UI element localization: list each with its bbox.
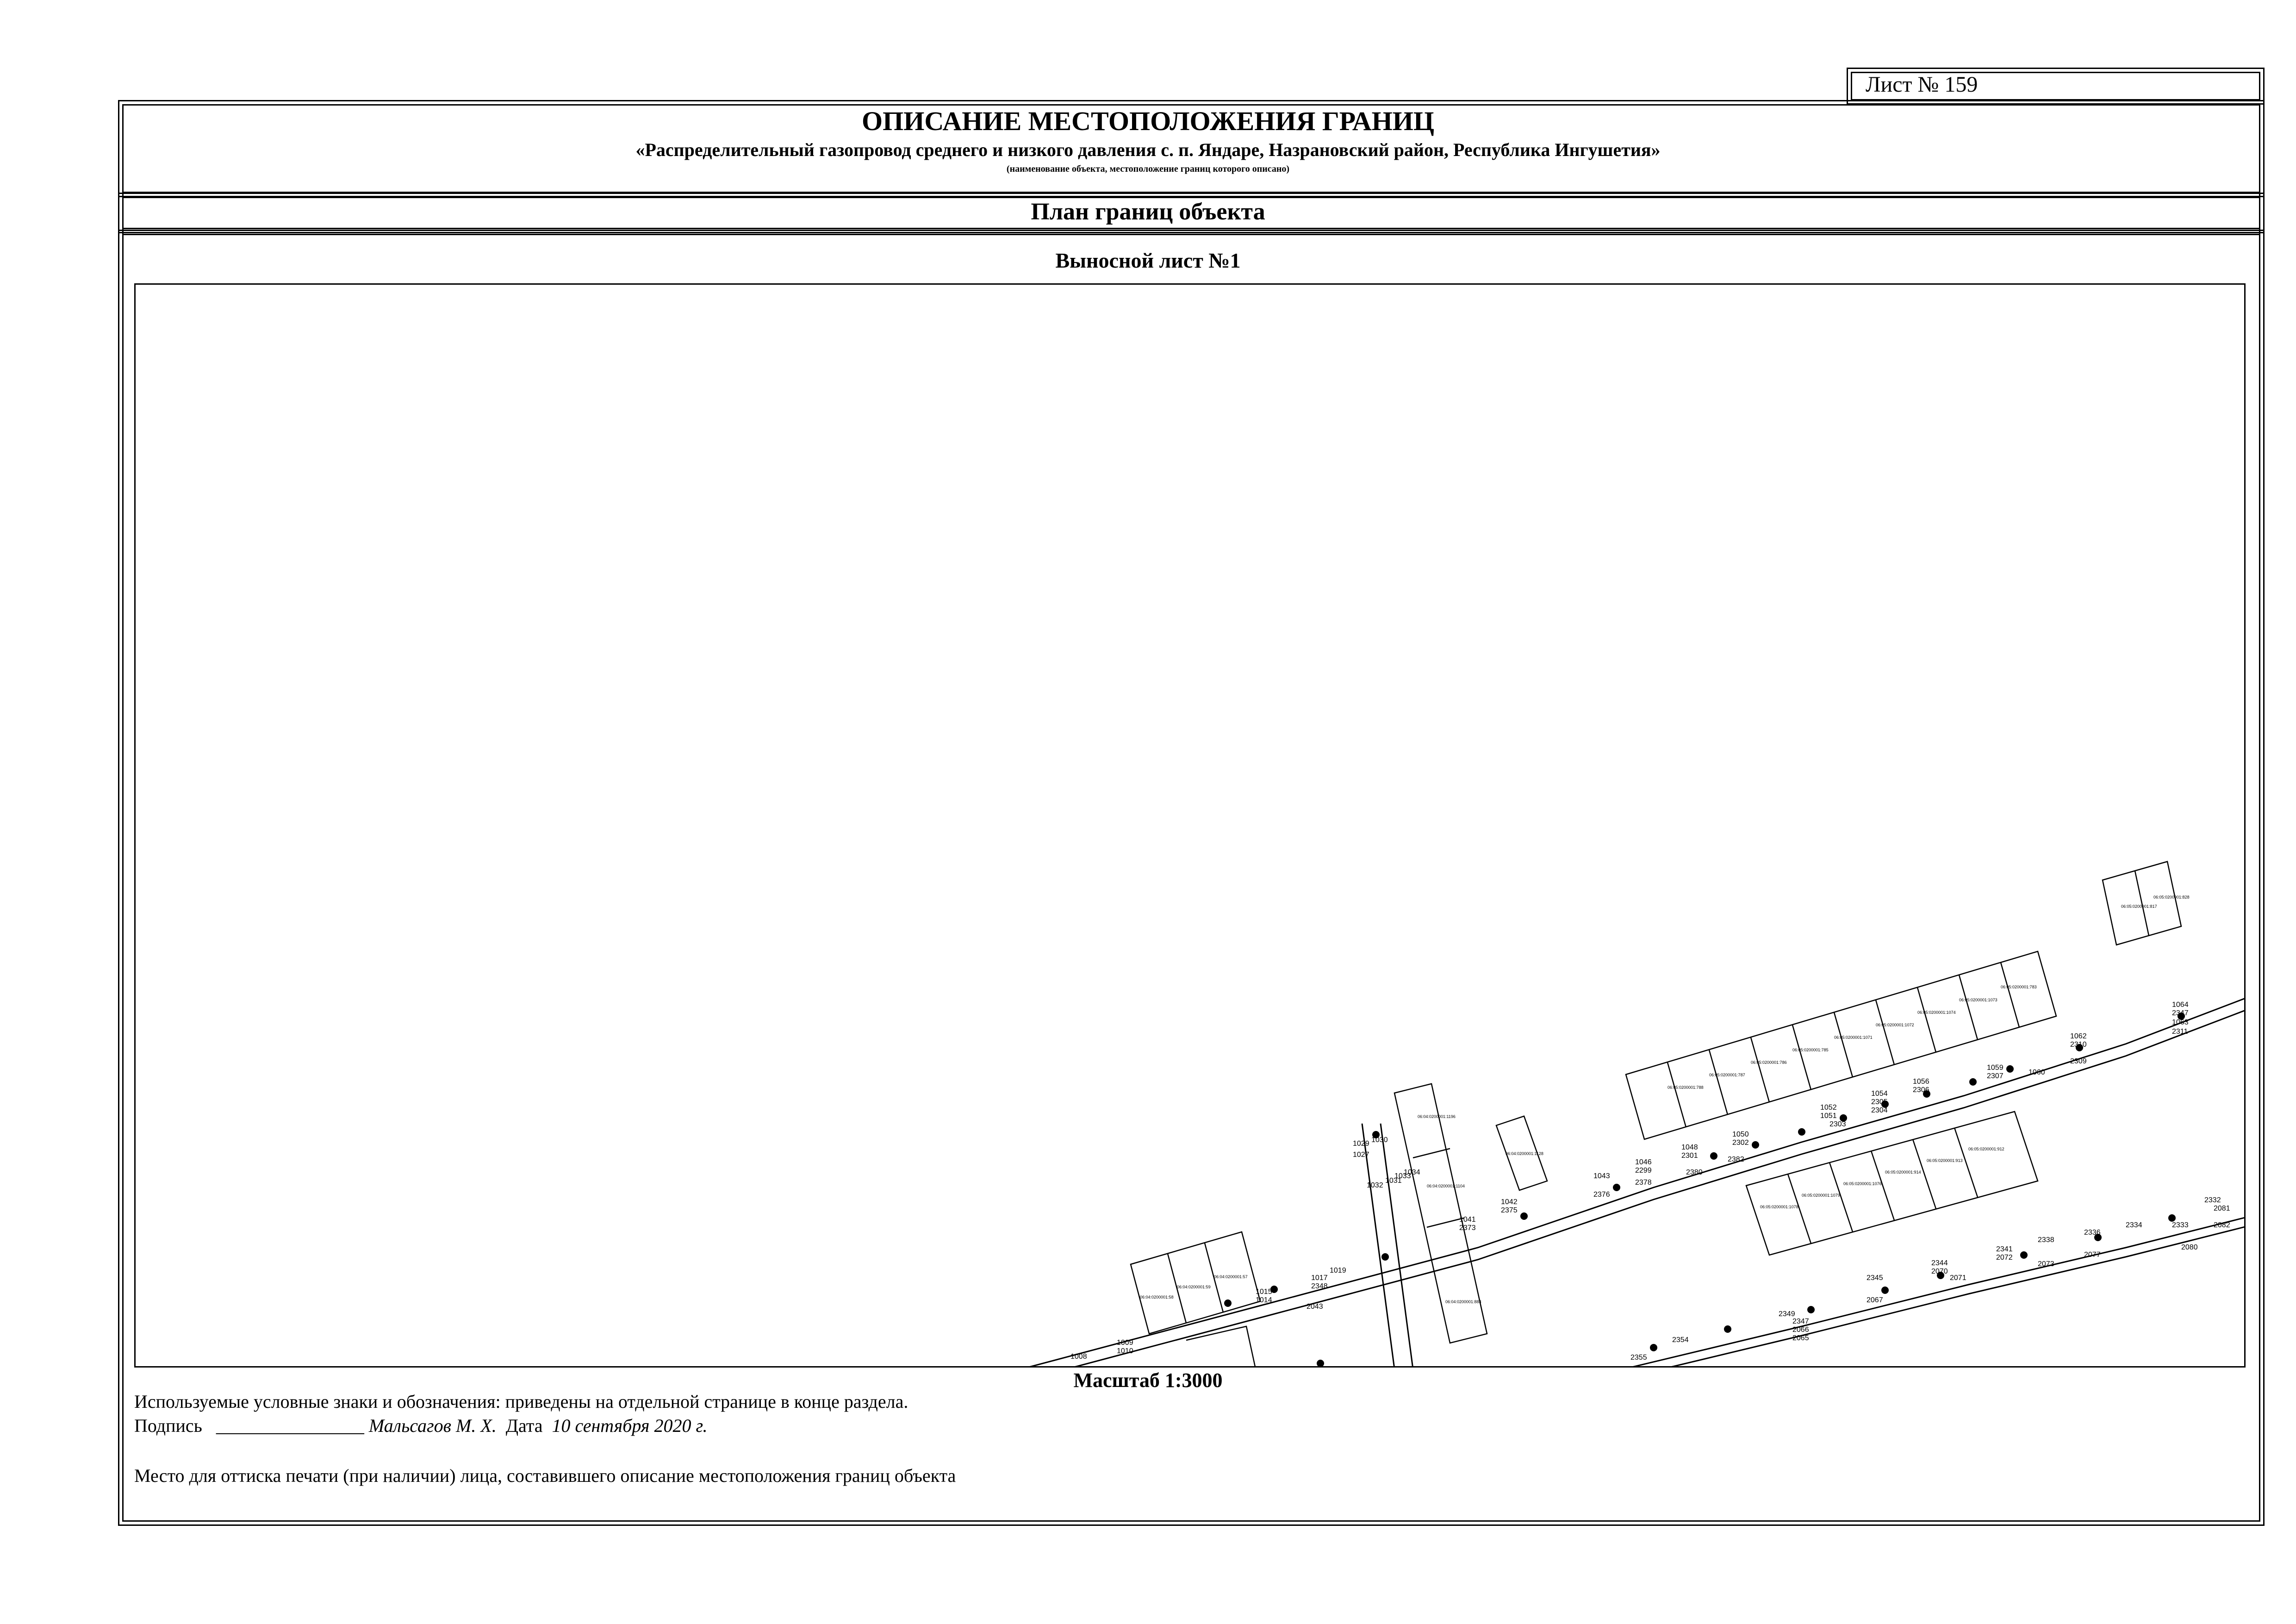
point-label: 1054 — [1871, 1090, 1888, 1098]
point-label: 2336 — [2084, 1229, 2101, 1237]
point-label: 2303 — [1829, 1120, 1846, 1128]
point-label: 1029 — [1353, 1140, 1369, 1148]
parcel-label: 06:04:0200001:57 — [1214, 1274, 1248, 1279]
legend-note: Используемые условные знаки и обозначения: приведены на отдельной странице в конце раздела. — [134, 1391, 908, 1412]
point-label: 2333 — [2172, 1221, 2189, 1229]
point-label: 2305 — [1871, 1098, 1888, 1106]
point-label: 2334 — [2126, 1221, 2142, 1229]
signature-label: Подпись — [134, 1415, 202, 1436]
road-crossing — [1362, 1124, 1413, 1368]
gas-pipeline-corridor2-north-edge — [1617, 1217, 2246, 1368]
gas-pipeline-corridor-south-edge — [1015, 1010, 2246, 1368]
point-label: 2341 — [1996, 1245, 2013, 1253]
point-label: 2070 — [1931, 1268, 1948, 1275]
parcel-road-side — [1394, 1084, 1487, 1343]
point-label: 1017 — [1311, 1274, 1328, 1282]
point-label: 2349 — [1779, 1310, 1795, 1318]
point-label: 2376 — [1593, 1191, 1610, 1199]
point-label: 1019 — [1330, 1267, 1346, 1274]
parcel-label: 06:05:0200001:787 — [1709, 1073, 1745, 1077]
point-label: 1027 — [1353, 1151, 1369, 1159]
point-label: 2348 — [1311, 1282, 1328, 1290]
cadastral-parcels — [1131, 862, 2181, 1368]
parcel-label: 06:05:0200001:785 — [1792, 1048, 1829, 1052]
parcel-label: 06:05:0200001:912 — [1968, 1147, 2004, 1151]
parcel-label: 06:04:0200001:1128 — [1506, 1151, 1543, 1156]
parcel-row-lower — [1746, 1112, 2038, 1255]
object-name: «Распределительный газопровод среднего и низкого давления с. п. Яндаре, Назрановский район, Республика Ингушетия» — [635, 139, 1661, 160]
point-label: 1051 — [1820, 1112, 1837, 1120]
point-label: 1064 — [2172, 1001, 2189, 1009]
point-label: 2373 — [1459, 1224, 1476, 1232]
parcel-label: 06:04:0200001:1196 — [1418, 1114, 1456, 1119]
point-label: 1041 — [1459, 1216, 1476, 1224]
sheet-number: Лист № 159 — [1866, 72, 1978, 97]
gas-pipeline-corridor-north-edge — [1015, 998, 2246, 1368]
parcel-label: 06:05:0200001:817 — [2121, 904, 2157, 909]
point-label: 2347 — [2172, 1009, 2189, 1017]
point-label: 1060 — [2028, 1068, 2045, 1076]
point-label: 1042 — [1501, 1198, 1518, 1206]
parcel-label: 06:04:0200001:59 — [1177, 1285, 1211, 1289]
point-label: 2304 — [1871, 1106, 1888, 1114]
boundary-map-drawing — [136, 285, 2246, 1368]
map-scale: Масштаб 1:3000 — [1073, 1369, 1223, 1392]
point-label: 1050 — [1732, 1131, 1749, 1138]
extension-sheet-title: Выносной лист №1 — [1055, 249, 1241, 272]
point-label: 2332 — [2204, 1196, 2221, 1204]
parcel-label: 06:05:0200001:1071 — [1834, 1035, 1873, 1040]
point-label: 2344 — [1931, 1259, 1948, 1267]
point-label: 2067 — [1867, 1296, 1883, 1304]
point-label: 2071 — [1950, 1274, 1966, 1282]
parcel-label: 06:05:0200001:783 — [2001, 985, 2037, 989]
point-label: 1034 — [1404, 1168, 1420, 1176]
plan-title: План границ объекта — [1031, 199, 1265, 225]
point-label: 2080 — [2181, 1243, 2198, 1251]
point-label: 2306 — [1913, 1086, 1929, 1094]
parcel-group-left — [1131, 1232, 1260, 1334]
point-label: 1030 — [1371, 1136, 1388, 1144]
parcel-row-upper-dividers — [1668, 962, 2019, 1127]
date-label: Дата — [505, 1415, 543, 1436]
point-label: 2311 — [2172, 1028, 2188, 1036]
parcel-label: 06:05:0200001:913 — [1927, 1158, 1963, 1163]
point-label: 1010 — [1117, 1347, 1133, 1355]
stamp-note: Место для оттиска печати (при наличии) лица, составившего описание местоположения границ объекта — [134, 1465, 956, 1486]
gas-pipeline-corridor2-south-edge — [1617, 1226, 2246, 1368]
point-label: 1056 — [1913, 1078, 1929, 1086]
point-label: 2345 — [1867, 1274, 1883, 1282]
point-label: 2382 — [1728, 1156, 1744, 1163]
boundary-points — [1224, 1012, 2185, 1367]
point-label: 1008 — [1070, 1353, 1087, 1361]
signature-line — [134, 1415, 708, 1437]
point-label: 1052 — [1820, 1104, 1837, 1112]
point-label: 2081 — [2214, 1205, 2230, 1212]
parcel-label: 06:05:0200001:914 — [1885, 1170, 1921, 1174]
parcel-label: 06:05:0200001:1073 — [1959, 998, 1997, 1002]
parcel-label: 06:05:0200001:1074 — [1917, 1010, 1956, 1015]
parcel-label: 06:05:0200001:1079 — [1802, 1193, 1840, 1198]
point-label: 1009 — [1117, 1339, 1133, 1347]
point-label: 2077 — [2084, 1251, 2101, 1259]
point-label: 2043 — [1307, 1303, 1323, 1311]
point-label: 1062 — [2070, 1032, 2087, 1040]
point-label: 1048 — [1681, 1143, 1698, 1151]
parcel-label: 06:05:0200001:786 — [1751, 1060, 1787, 1065]
point-label: 1032 — [1367, 1181, 1383, 1189]
boundary-map — [134, 283, 2246, 1368]
point-number-labels — [1070, 1001, 2230, 1362]
signer-name: Мальсагов М. Х. — [368, 1415, 497, 1436]
point-label: 2073 — [2038, 1260, 2054, 1268]
point-label: 2338 — [2038, 1236, 2054, 1244]
parcel-label: 06:05:0200001:788 — [1668, 1085, 1704, 1090]
sheet-number-box — [1847, 68, 2265, 105]
parcel-label: 06:04:0200001:58 — [1140, 1295, 1174, 1299]
signature-blank: ________________ — [216, 1415, 364, 1436]
point-label: 1063 — [2172, 1018, 2189, 1026]
point-label: 2299 — [1635, 1167, 1652, 1174]
point-label: 1043 — [1593, 1172, 1610, 1180]
parcel-row-lower-dividers — [1788, 1128, 1978, 1243]
point-label: 1046 — [1635, 1158, 1652, 1166]
parcel-label: 06:05:0200001:828 — [2153, 895, 2190, 899]
point-label: 1015 — [1256, 1288, 1272, 1296]
parcel-far-right — [2103, 862, 2181, 945]
point-label: 2355 — [1630, 1354, 1647, 1362]
point-label: 2066 — [1792, 1326, 1809, 1334]
point-label: 2072 — [1996, 1254, 2013, 1262]
parcel-label: 06:04:0200001:883 — [1445, 1299, 1481, 1304]
parcel-label: 06:05:0200001:1078 — [1760, 1205, 1798, 1209]
document-title: ОПИСАНИЕ МЕСТОПОЛОЖЕНИЯ ГРАНИЦ — [861, 106, 1434, 136]
point-label: 2378 — [1635, 1179, 1652, 1187]
point-label: 1033 — [1394, 1172, 1411, 1180]
object-name-caption: (наименование объекта, местоположение границ которого описано) — [1006, 164, 1290, 174]
parcel-row-upper — [1626, 951, 2056, 1139]
point-label: 2309 — [2070, 1057, 2087, 1065]
parcel-label: 06:05:0200001:1072 — [1876, 1023, 1914, 1027]
signature-date: 10 сентября 2020 г. — [552, 1415, 708, 1436]
point-label: 1031 — [1385, 1177, 1402, 1185]
point-label: 2310 — [2070, 1041, 2087, 1049]
parcel-cadastral-labels — [1140, 895, 2190, 1304]
point-label: 1059 — [1987, 1064, 2004, 1072]
point-label: 2380 — [1686, 1168, 1703, 1176]
point-label: 2307 — [1987, 1072, 2004, 1080]
point-label: 2375 — [1501, 1206, 1518, 1214]
parcel-label: 06:05:0200001:1076 — [1843, 1181, 1882, 1186]
parcel-left-lower — [1186, 1326, 1256, 1368]
point-label: 2065 — [1792, 1334, 1809, 1342]
parcel-label: 06:04:0200001:1104 — [1427, 1184, 1465, 1188]
point-label: 2354 — [1672, 1336, 1689, 1344]
point-label: 2347 — [1792, 1318, 1809, 1325]
point-label: 2082 — [2214, 1221, 2230, 1229]
point-label: 1014 — [1256, 1296, 1272, 1304]
point-label: 2302 — [1732, 1139, 1749, 1147]
point-label: 2301 — [1681, 1152, 1698, 1160]
